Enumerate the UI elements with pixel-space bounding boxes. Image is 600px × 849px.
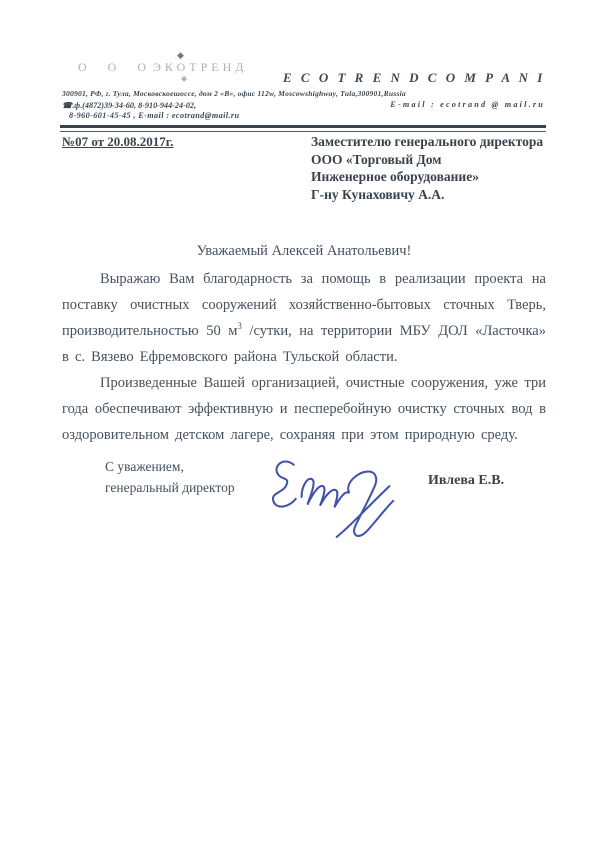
paragraph-text: /сутки, на территории МБУ ДОЛ «Ласточка» в с. Вязево Ефремовского района Тульской области. <box>62 323 546 365</box>
company-email: E-mail : ecotrand @ mail.ru <box>390 100 545 109</box>
company-address: 300901, РФ, г. Тула, Московскоешоссе, дом 2 «В», офис 112w, Moscowshighway, Tula,300901,Russia <box>62 89 406 98</box>
addressee-line: Заместителю генерального директора <box>311 134 544 149</box>
diamond-icon-top: ◆ <box>177 50 184 60</box>
phone-numbers: ☎.ф.(4872)39-34-60, 8-910-944-24-02, <box>62 101 197 110</box>
signer-name: Ивлева Е.В. <box>428 473 505 488</box>
superscript-cubed: 3 <box>237 321 242 332</box>
body-paragraph-2: Произведенные Вашей организацией, очистные сооружения, уже три года обеспечивают эффективную и песперебойную очистку сточных вод в оздоровительном детском лагере, сохраняя при этом природную среду. <box>62 375 546 443</box>
closing-line: С уважением, <box>105 459 184 474</box>
letter-body <box>62 266 546 448</box>
body-paragraph-1 <box>62 266 546 370</box>
contact-row <box>62 100 545 110</box>
addressee-line: ООО «Торговый Дом <box>311 151 442 167</box>
addressee-line: Инженерное оборудование» <box>311 169 479 184</box>
closing-line: генеральный директор <box>105 480 235 495</box>
addressee-block <box>311 133 543 203</box>
salutation: Уважаемый Алексей Анатольевич! <box>196 243 412 259</box>
closing-block <box>105 456 235 498</box>
addressee-line: Г-ну Кунаховичу А.А. <box>311 186 445 202</box>
reference-number: №07 от 20.08.2017г. <box>62 134 174 149</box>
paragraph-text: Выражаю Вам благодарность за помощь в реализации проекта на поставку очистных сооружений хозяйственно-бытовых сточных Тверь, производительностью 50 м <box>62 271 546 339</box>
logo-brand-text: ЭКОТРЕНД <box>153 60 248 74</box>
handwritten-signature <box>246 444 402 544</box>
letterhead-divider <box>60 125 546 132</box>
logo-ooo-text: О О О <box>78 60 155 74</box>
diamond-icon-bottom: ◆ <box>181 74 188 83</box>
company-name: E C O T R E N D C O M P A N I <box>283 70 546 85</box>
phone-numbers-2: 8-960-601-45-45 , E-mail : ecotrand@mail.ru <box>69 111 240 120</box>
